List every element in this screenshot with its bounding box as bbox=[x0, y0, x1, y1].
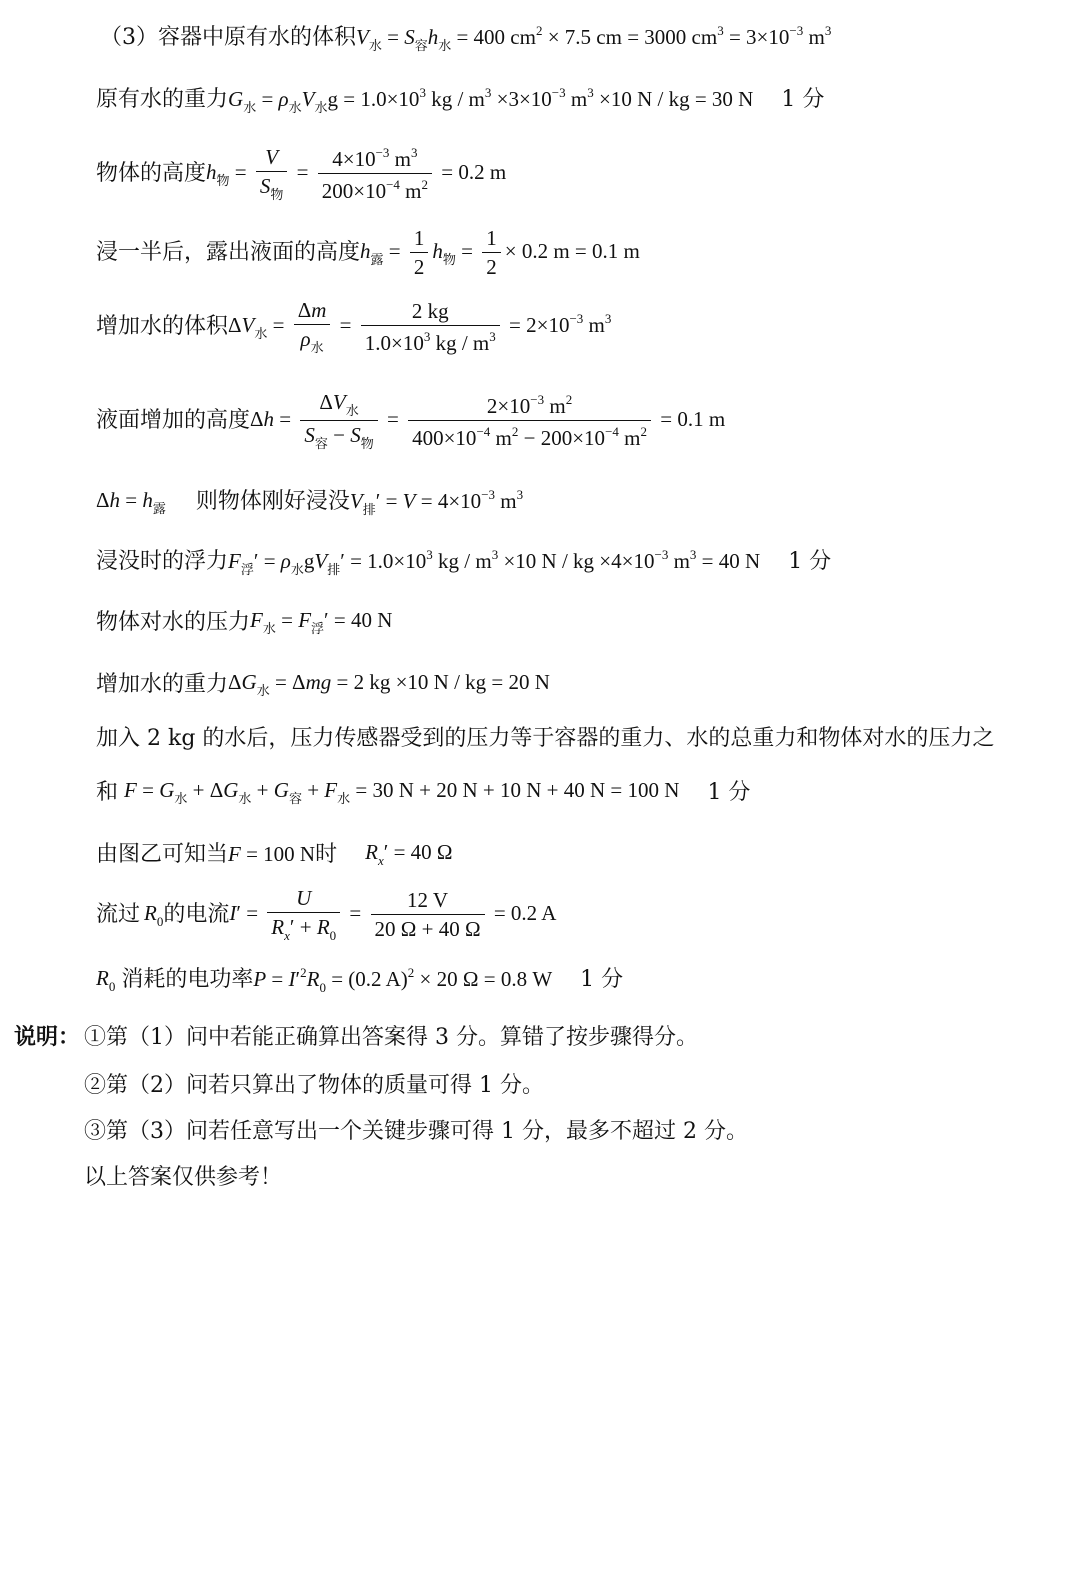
step-buoyant-force bbox=[96, 548, 831, 576]
score-label: 1 分 bbox=[781, 87, 825, 112]
formula: I′ = $\frac{U}{R_x' + R_0}$ = $\frac{12 V}{20 \Omega + 40 \Omega}$ = 0.2 A bbox=[229, 886, 557, 943]
score-label: 1 分 bbox=[707, 779, 751, 805]
note-item-3: ③第（3）问若任意写出一个关键步骤可得 1 分，最多不超过 2 分。 bbox=[84, 1119, 748, 1144]
step-label-suffix: 的电流 bbox=[163, 902, 230, 927]
notes-label bbox=[14, 1020, 80, 1051]
formula: $\Delta G_水 = \Delta mg = 2$ kg ×10 N / kg = 20 N bbox=[228, 670, 550, 698]
step-label: 增加水的重力 bbox=[96, 671, 229, 697]
step-total-force-text bbox=[96, 728, 994, 750]
note-item-2: ②第（2）问若只算出了物体的质量可得 1 分。 bbox=[84, 1073, 544, 1098]
formula: $V_排' = V = 4\times 10^{-3}$ $m^3$ bbox=[349, 487, 524, 517]
step-label: 和 bbox=[96, 779, 119, 805]
notes-title: 说明： bbox=[14, 1024, 81, 1050]
step-label: 物体的高度 bbox=[96, 161, 207, 186]
note-item-1: ①第（1）问中若能正确算出答案得 3 分。算错了按步骤得分。 bbox=[84, 1025, 698, 1050]
step-fully-submerged bbox=[96, 488, 523, 516]
step-object-height bbox=[96, 146, 506, 202]
formula: $F = G_水 + \Delta G_水 + G_容 + F_水 = 30$ N + 20 N + 10 N + 40 N = 100 N bbox=[124, 778, 680, 806]
r0-symbol: $R_0$ bbox=[96, 965, 116, 994]
step-label: 浸没时的浮力 bbox=[96, 549, 229, 574]
step-pressure-on-water bbox=[96, 610, 392, 635]
step-level-rise bbox=[96, 392, 725, 450]
r0-symbol: $R_0$ bbox=[144, 900, 164, 929]
formula-condition: F = 100 N bbox=[228, 842, 316, 866]
step-label: 流过 bbox=[96, 902, 141, 927]
step-added-water-gravity bbox=[96, 672, 550, 697]
paragraph: 加入 2 kg 的水后，压力传感器受到的压力等于容器的重力、水的总重力和物体对水的压力之 bbox=[96, 726, 995, 751]
step-label: 消耗的电功率 bbox=[121, 967, 254, 992]
note-item-4: 以上答案仅供参考！ bbox=[84, 1165, 283, 1190]
step-label: 浸一半后，露出液面的高度 bbox=[96, 240, 361, 265]
step-original-water-volume bbox=[100, 24, 831, 52]
formula-condition: $\Delta h = h_露$ bbox=[96, 487, 166, 516]
formula: $h_物$ = $\frac{V}{S_物}$ = $\frac{4\times 10^{-3} m^3}{200\times 10^{-4} m^2}$ = 0.2 m bbox=[206, 145, 507, 203]
formula: $F_浮' = \rho_水gV_排' = 1.0\times 10^3$ kg / $m^3 \times 10$ N / kg $\times 4\times 10^{-3}$ $m^3 = 40$ N bbox=[228, 547, 761, 577]
step-current bbox=[96, 888, 556, 942]
step-resistance bbox=[96, 842, 453, 867]
step-exposed-height bbox=[96, 228, 640, 278]
formula: $G_水 = \rho_水V_水g = 1.0\times 10^3$ kg / $m^3 \times 3\times 10^{-3}$ $m^3 \times 10$ N / kg = 30 N bbox=[228, 85, 754, 115]
step-total-force bbox=[96, 780, 750, 805]
formula: $V_水 = S_容h_水 = 400$ $cm^2 \times 7.5$ cm = 3000 $cm^3 = 3\times 10^{-3}$ $m^3$ bbox=[356, 23, 832, 53]
step-label: 则物体刚好浸没 bbox=[195, 489, 350, 514]
step-label: 由图乙可知当 bbox=[96, 841, 229, 867]
formula: Δh = $\frac{\Delta V_水}{S_容 - S_物}$ = $\frac{2\times 10^{-3} m^2}{400\times 10^{-4} m^2 - 200\times 10^{-4} m^2}$ = 0.1 m bbox=[250, 390, 726, 451]
formula: $P = I'^2R_0 = (0.2$ A)$^2$ × 20 Ω = 0.8 W bbox=[253, 965, 553, 995]
step-label: 物体对水的压力 bbox=[96, 609, 251, 635]
step-label: （3）容器中原有水的体积 bbox=[100, 25, 356, 50]
step-label: 原有水的重力 bbox=[96, 87, 229, 112]
step-added-water-volume bbox=[96, 300, 611, 354]
step-label: 增加水的体积 bbox=[96, 314, 229, 339]
step-power bbox=[96, 966, 623, 994]
score-label: 1 分 bbox=[580, 967, 624, 992]
step-label: 液面增加的高度 bbox=[96, 408, 251, 433]
score-label: 1 分 bbox=[788, 549, 832, 574]
step-original-water-gravity bbox=[96, 86, 824, 114]
formula: $\Delta V_水$ = $\frac{\Delta m}{\rho_水}$ = $\frac{2 kg}{1.0\times 10^3 kg / m^3}$ = $2\times 10^{-3}$ $m^3$ bbox=[228, 298, 612, 355]
formula: $R_x' = 40$ Ω bbox=[365, 840, 453, 868]
formula: $F_水 = F_浮' = 40$ N bbox=[250, 608, 393, 636]
formula: $h_露$ = $\frac{1}{2}$ $h_物$ = $\frac{1}{2}$ × 0.2 m = 0.1 m bbox=[360, 226, 640, 279]
step-label-suffix: 时 bbox=[315, 841, 338, 867]
